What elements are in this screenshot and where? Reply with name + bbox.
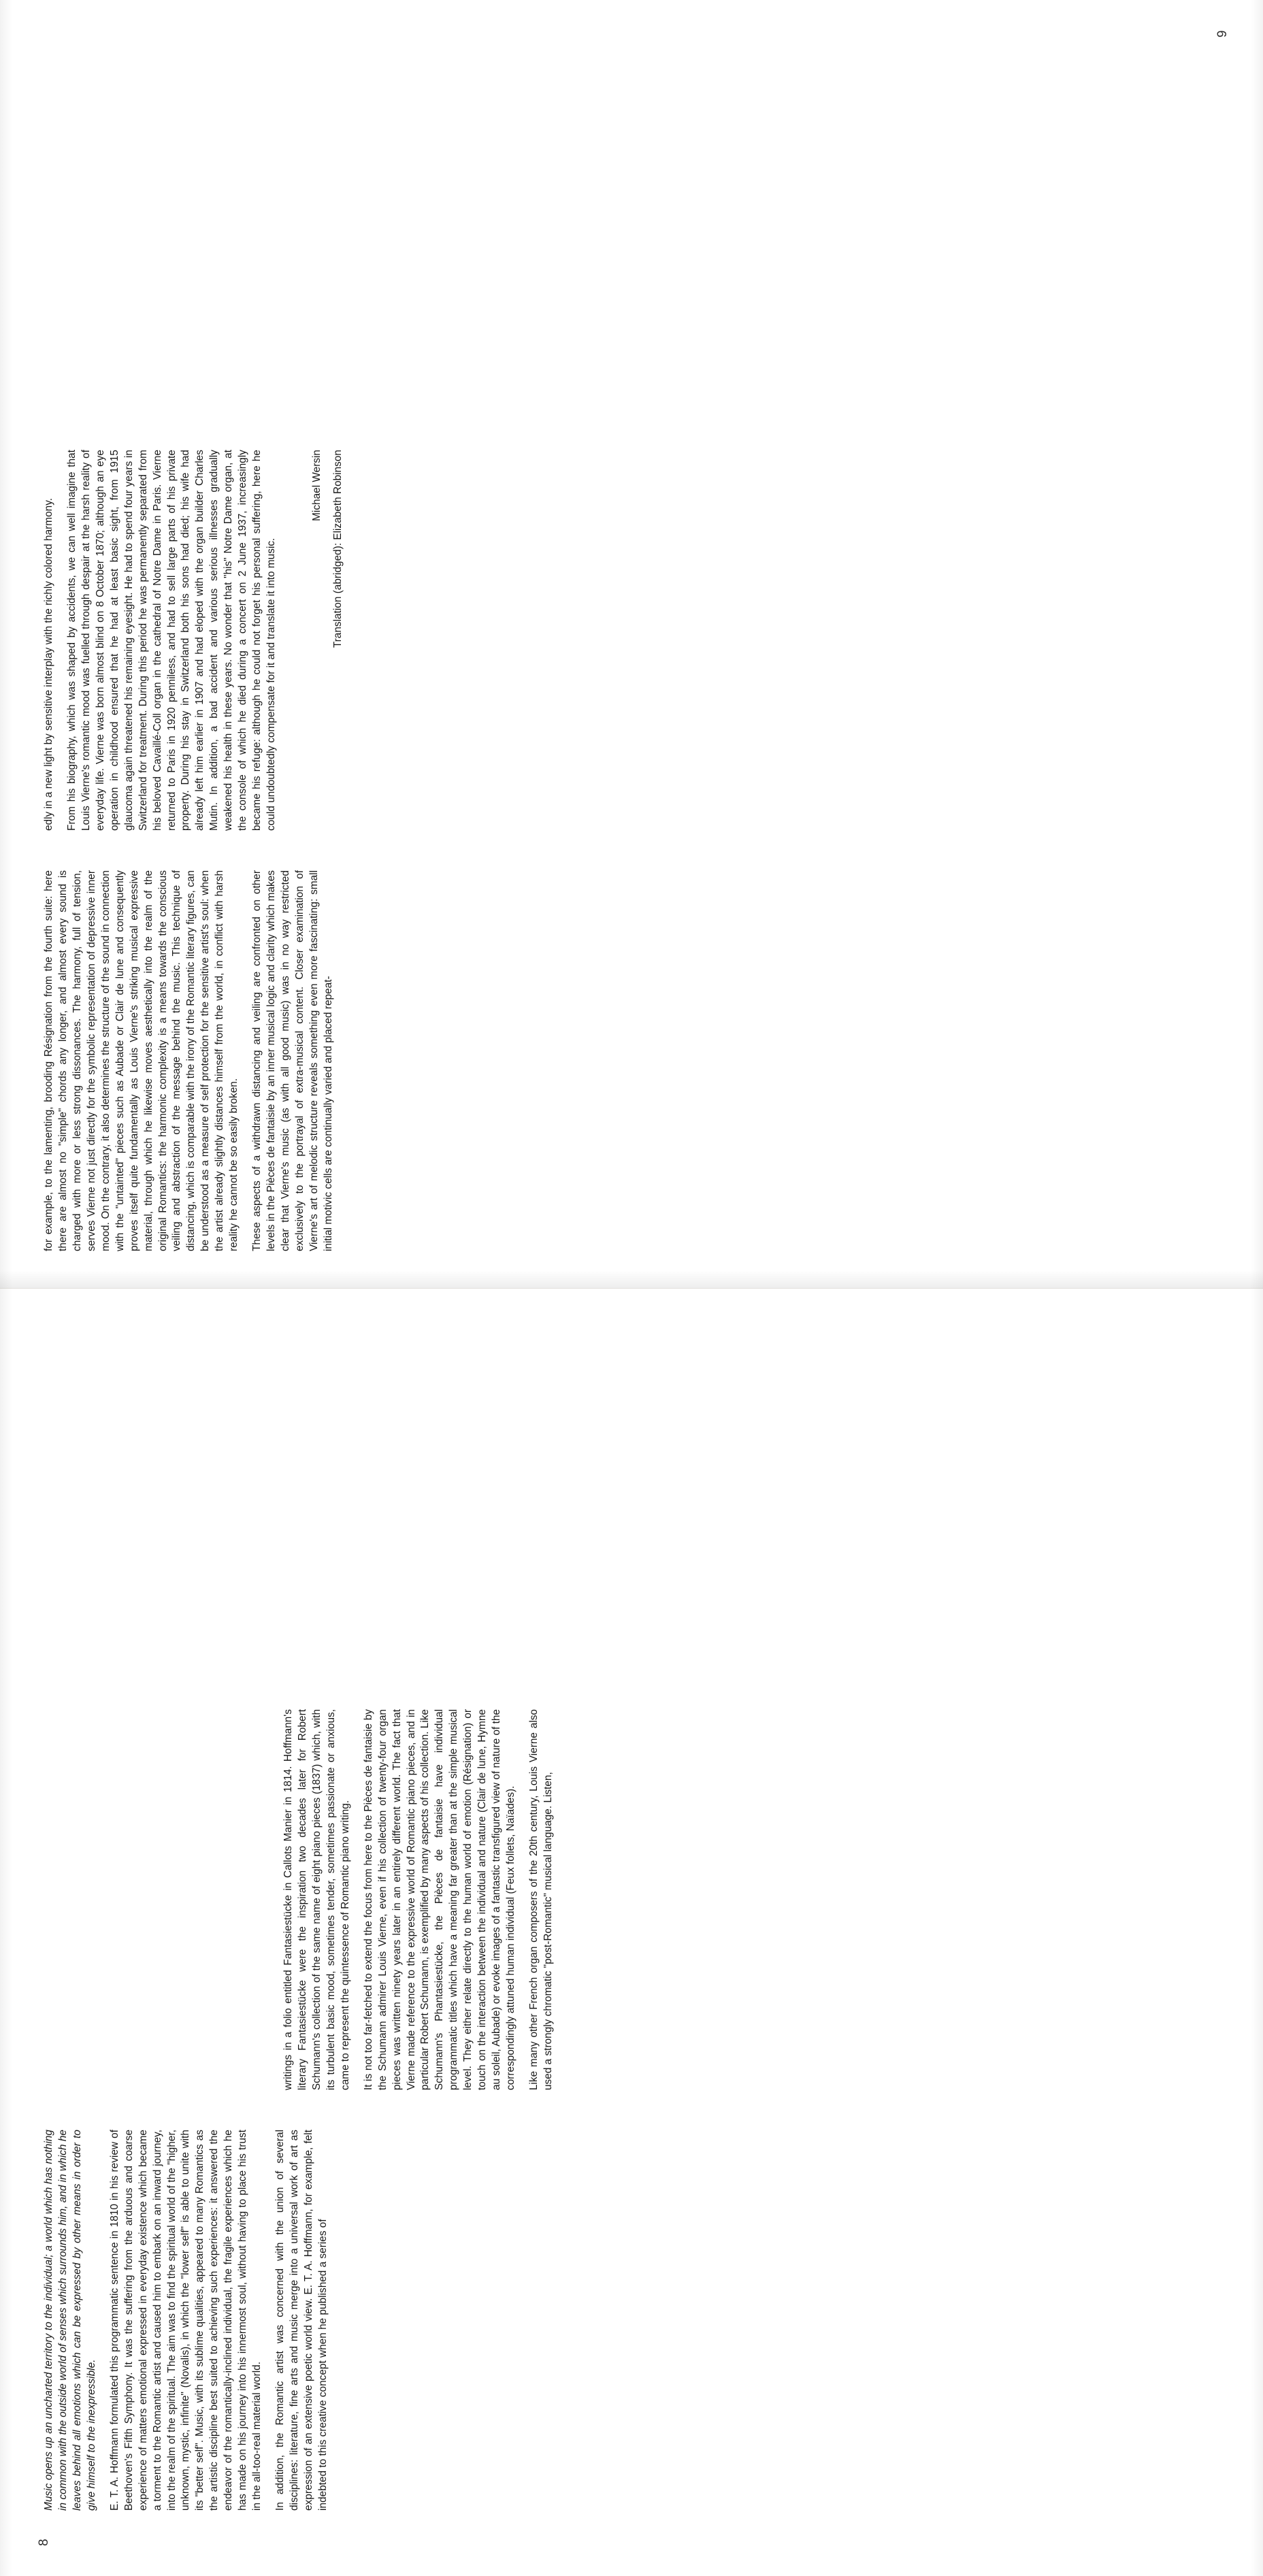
- paragraph: edly in a new light by sensitive interplay with the richly colored harmony.: [43, 497, 54, 831]
- paragraph: Like many other French organ composers of the 20th century, Louis Vierne also used a strongly chromatic "post-Romantic" musical language. Listen,: [528, 1709, 554, 2090]
- column-right-2: [42, 450, 1224, 831]
- paragraph: writings in a folio entitled Fantasiestücke in Callots Manier in 1814. Hoffmann's literary Fantasiestücke were the inspiration two decades later for Robert Schumann's collection of the same name of eight piano pieces (1837) which, with its turbulent basic mood, sometimes tender, sometimes passionate or anxious, came to represent the quintessence of Romantic piano writing.: [282, 1709, 351, 2090]
- credits-block: [310, 450, 346, 831]
- credit-author: Michael Wersin: [311, 450, 323, 521]
- page-left: [0, 1288, 1263, 2576]
- column-left-2: [42, 1709, 1224, 2090]
- paragraph: E. T. A. Hoffmann formulated this programmatic sentence in 1810 in his review of Beethoven's Fifth Symphony. It was the suffering from the arduous and coarse experience of matters emotional expressed in everyday existence which became a torment to the Romantic artist and caused him to embark on an inward journey, into the realm of the spiritual. The aim was to find the spiritual world of the "higher, unknown, mystic, infinite" (Novalis), in which the "lower self" is able to unite with its "better self". Music, with its sublime qualities, appeared to many Romantics as the artistic discipline best suited to achieving such experiences: it answered the endeavor of the romantically-inclined individual, the fragile experiences which he has made on his journey into his innermost soul, without having to place his trust in the all-too-real material world.: [108, 2130, 263, 2511]
- page-left-columns: [42, 1325, 1224, 2511]
- credit-translation: Translation (abridged): Elizabeth Robinson: [331, 450, 344, 648]
- column-right-1: [42, 870, 1224, 1251]
- paragraph: These aspects of a withdrawn distancing and veiling are confronted on other levels in the Pièces de fantaisie by an inner musical logic and clarity which makes clear that Vierne's music (as with all good music) was in no way restricted exclusively to the portrayal of extra-musical content. Closer examination of Vierne's art of melodic structure reveals something even more fascinating: small initial motivic cells are continually varied and placed repeat-: [251, 870, 334, 1251]
- paragraph: In addition, the Romantic artist was concerned with the union of several disciplines: literature, fine arts and music merge into a universal work of art as expression of an extensive poetic world view. E. T. A. Hoffmann, for example, felt indebted to this creative concept when he published a series of: [274, 2130, 329, 2511]
- paragraph: It is not too far-fetched to extend the focus from here to the Pièces de fantaisie by the Schumann admirer Louis Vierne, even if his collection of twenty-four organ pieces was written ninety years later in an entirely different world. The fact that Vierne made reference to the expressive world of Romantic piano pieces, and in particular Robert Schumann, is exemplified by many aspects of his collection. Like Schumann's Phantasiestücke, the Pièces de fantaisie have individual programmatic titles which have a meaning far greater than at the simple musical level. They either relate directly to the human world of emotion (Résignation) or touch on the interaction between the individual and nature (Clair de lune, Hymne au soleil, Aubade) or evoke images of a fantastic transfigured view of nature of the correspondingly attuned human individual (Feux follets, Naïades).: [362, 1709, 517, 2090]
- paragraph: Music opens up an uncharted territory to the individual; a world which has nothing in common with the outside world of senses which surrounds him, and in which he leaves behind all emotions which can be expressed by other means in order to give himself to the inexpressible.: [43, 2130, 97, 2511]
- folio-number-right: 9: [1215, 30, 1230, 38]
- column-left-1: [42, 2130, 1224, 2511]
- page-right-columns: [42, 65, 1224, 1251]
- paragraph: for example, to the lamenting, brooding Résignation from the fourth suite: here there are almost no "simple" chords any longer, and almost every sound is charged with more or less strong dissonances. The harmony, full of tension, serves Vierne not just directly for the symbolic representation of depressive inner mood. On the contrary, it also determines the structure of the sound in connection with the "untainted" pieces such as Aubade or Clair de lune and consequently proves itself quite fundamentally as Louis Vierne's striking musical expressive material, through which he likewise moves aesthetically into the realm of the original Romantics: the harmonic complexity is a means towards the conscious veiling and abstraction of the message behind the music. This technique of distancing, which is comparable with the irony of the Romantic literary figures, can be understood as a measure of self protection for the sensitive artist's soul: when the artist already slightly distances himself from the world, in conflict with harsh reality he cannot be so easily broken.: [43, 870, 240, 1251]
- paragraph: From his biography, which was shaped by accidents, we can well imagine that Louis Vierne's romantic mood was fuelled through despair at the harsh reality of everyday life. Vierne was born almost blind on 8 October 1870; although an eye operation in childhood ensured that he had at least basic sight, from 1915 glaucoma again threatened his remaining eyesight. He had to spend four years in Switzerland for treatment. During this period he was permanently separated from his beloved Cavaillé-Coll organ in the cathedral of Notre Dame in Paris. Vierne returned to Paris in 1920 penniless, and had to sell large parts of his private property. During his stay in Switzerland both his sons had died; his wife had already left him earlier in 1907 and had eloped with the organ builder Charles Mutin. In addition, a bad accident and various serious illnesses gradually weakened his health in these years. No wonder that "his" Notre Dame organ, at the console of which he died during a concert on 2 June 1937, increasingly became his refuge: although he could not forget his personal suffering, here he could undoubtedly compensate for it and translate it into music.: [65, 450, 278, 831]
- folio-number-left: 8: [37, 2538, 51, 2546]
